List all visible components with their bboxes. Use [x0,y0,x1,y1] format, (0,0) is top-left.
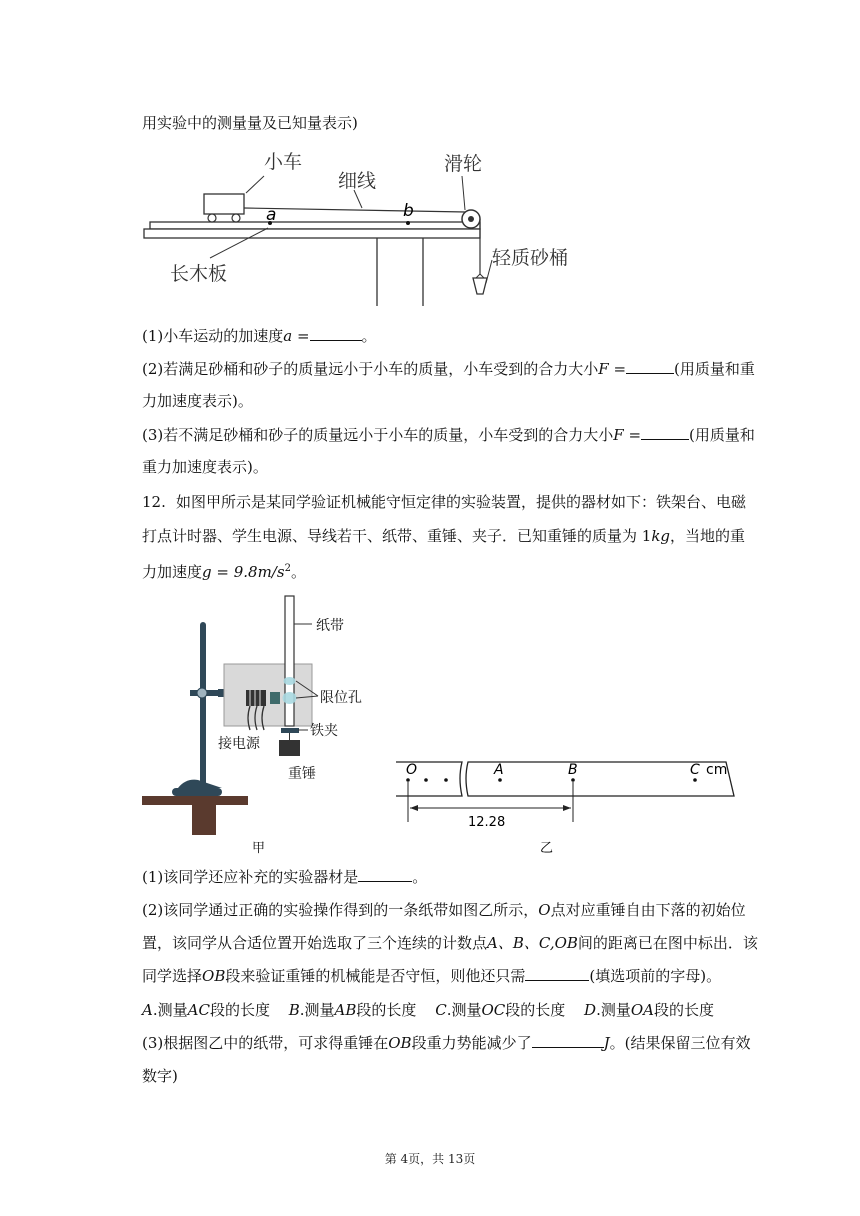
clip-label: 铁夹 [310,723,338,739]
unit-label: cm [706,762,728,778]
q12-part2-line1: (2)该同学通过正确的实验操作得到的一条纸带如图乙所示，O点对应重锤自由下落的初始位 [142,901,746,919]
paper-tape [285,596,294,726]
q11-part2-cont: 力加速度表示)。 [142,392,253,410]
figure-caption-yi: 乙 [540,841,554,856]
cart [204,194,244,214]
q12-part2-line3: 同学选择OB段来验证重锤的机械能是否守恒，则他还只需 (填选项前的字母)。 [142,967,722,985]
q12-line3: 力加速度$g = 9.8m/s^2$。 [142,563,306,581]
answer-blank[interactable] [310,325,362,341]
q12-part3-cont: 数字) [142,1067,178,1085]
option-d[interactable]: D.测量OA段的长度 [584,1001,715,1019]
q12-line1: 12. 如图甲所示是某同学验证机械能守恒定律的实验装置，提供的器材如下：铁架台、电磁 [142,493,747,511]
point-O-label: O [406,762,418,778]
q11-part2: (2)若满足砂桶和砂子的质量远小于小车的质量，小车受到的合力大小F = (用质量和重 [142,360,755,378]
question-number: 12. [142,493,166,511]
cart-pulley-figure [140,140,600,310]
weight [279,740,300,756]
page-footer: 第 4页，共 13页 [384,1152,476,1166]
sand-bucket [473,278,487,294]
point-A-label: A [494,762,504,778]
q11-part1: (1)小车运动的加速度a = 。 [142,327,377,345]
answer-blank[interactable] [532,1032,604,1048]
paper-tape-figure-yi [390,752,742,860]
cart-label: 小车 [264,151,303,173]
option-b[interactable]: B.测量AB段的长度 [288,1001,417,1019]
option-a[interactable]: A.测量AC段的长度 [142,1001,270,1019]
board-label: 长木板 [170,263,228,285]
q12-options [142,999,714,1021]
q12-part3: (3)根据图乙中的纸带，可求得重锤在OB段重力势能减少了 J。(结果保留三位有效 [142,1034,751,1052]
figure-caption-jia: 甲 [252,841,266,856]
answer-blank[interactable] [641,424,689,440]
option-c[interactable]: C.测量OC段的长度 [435,1001,566,1019]
point-C-label: C [690,762,700,778]
apparatus-figure-jia [140,592,390,860]
string-label: 细线 [338,170,377,192]
bucket-label: 轻质砂桶 [492,247,569,269]
distance-label: 12.28 [468,815,506,830]
q12-part2-line2: 置，该同学从合适位置开始选取了三个连续的计数点A、B、C,OB间的距离已在图中标出．该 [142,934,758,952]
q11-part3-cont: 重力加速度表示)。 [142,458,268,476]
point-B-label: B [568,762,578,778]
point-a-label: a [266,205,277,225]
answer-blank[interactable] [358,866,412,882]
weight-label: 重锤 [288,766,316,782]
q11-part3: (3)若不满足砂桶和砂子的质量远小于小车的质量，小车受到的合力大小F = (用质量和 [142,426,755,444]
q12-part1: (1)该同学还应补充的实验器材是 。 [142,868,428,886]
intro-tail: 用实验中的测量量及已知量表示) [142,114,358,132]
answer-blank[interactable] [626,358,674,374]
limit-hole-label: 限位孔 [320,690,362,706]
answer-blank[interactable] [525,965,589,981]
tape-label: 纸带 [316,618,344,634]
power-label: 接电源 [218,736,260,752]
pulley-label: 滑轮 [444,153,483,175]
q12-line2: 打点计时器、学生电源、导线若干、纸带、重锤、夹子．已知重锤的质量为 1kg，当地的重 [142,527,746,545]
point-b-label: b [403,201,414,221]
